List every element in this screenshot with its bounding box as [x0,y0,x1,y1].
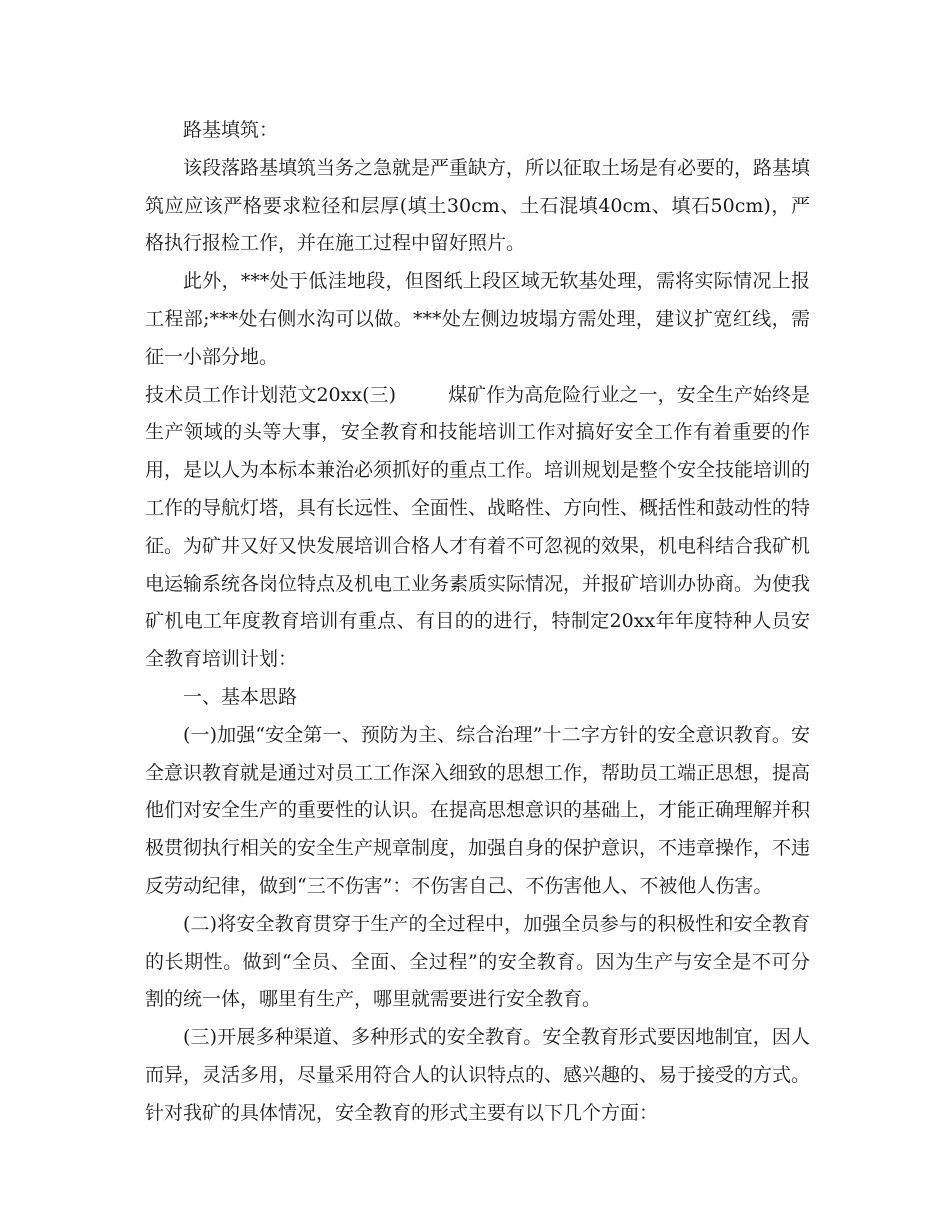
paragraph-point-two: (二)将安全教育贯穿于生产的全过程中，加强全员参与的积极性和安全教育的长期性。做到“全员、全面、全过程”的安全教育。因为生产与安全是不可分割的统一体，哪里有生产，哪里就需要进行安全教育。 [145,912,810,1011]
paragraph-point-one: (一)加强“安全第一、预防为主、综合治理”十二字方针的安全意识教育。安全意识教育就是通过对员工工作深入细致的思想工作，帮助员工端正思想，提高他们对安全生产的重要性的认识。在提高思想意识的基础上，才能正确理解并积极贯彻执行相关的安全生产规章制度，加强自身的保护意识，不违章操作，不违反劳动纪律，做到“三不伤害”：不伤害自己、不伤害他人、不被他人伤害。 [145,723,811,897]
paragraph-additional-notes: 此外，***处于低洼地段，但图纸上段区域无软基处理，需将实际情况上报工程部;***处右侧水沟可以做。***处左侧边坡塌方需处理，建议扩宽红线，需征一小部分地。 [145,270,810,368]
paragraph-subgrade-filling: 该段落路基填筑当务之急就是严重缺方，所以征取土场是有必要的，路基填筑应应该严格要求粒径和层厚(填土30cm、土石混填40cm、填石50cm)，严格执行报检工作，并在施工过程中留好照片。 [145,156,811,255]
paragraph-basic-ideas-heading: 一、基本思路 [183,685,298,708]
plan-intro-text: 煤矿作为高危险行业之一，安全生产始终是生产领域的头等大事，安全教育和技能培训工作对搞好安全工作有着重要的作用，是以人为本标本兼治必须抓好的重点工作。培训规划是整个安全技能培训的工作的导航灯塔，具有长远性、全面性、战略性、方向性、概括性和鼓动性的特征。为矿井又好又快发展培训合格人才有着不可忽视的效果，机电科结合我矿机电运输系统各岗位特点及机电工业务素质实际情况，并报矿培训办协商。为使我矿机电工年度教育培训有重点、有目的的进行，特制定20xx年年度特种人员安全教育培训计划： [145,383,811,671]
section-heading: 技术员工作计划范文20xx(三) [145,383,397,406]
document-body [145,112,810,1133]
paragraph-point-three: (三)开展多种渠道、多种形式的安全教育。安全教育形式要因地制宜，因人而异，灵活多用，尽量采用符合人的认识特点的、感兴趣的、易于接受的方式。针对我矿的具体情况，安全教育的形式主要有以下几个方面： [145,1026,811,1124]
paragraph-plan-intro [145,377,810,679]
paragraph-subgrade-title: 路基填筑： [183,119,279,141]
